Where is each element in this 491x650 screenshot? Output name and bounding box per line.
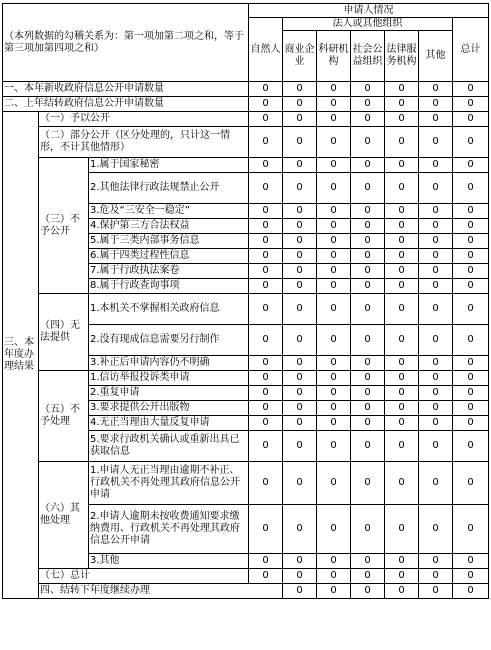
cell-value: 0: [351, 173, 385, 204]
cell-value: 0: [419, 173, 453, 204]
row-label: 2.重复申请: [89, 386, 249, 401]
cell-value: 0: [385, 569, 419, 584]
table-row: [3, 584, 489, 599]
cell-value: 0: [317, 112, 351, 127]
cell-value: 0: [453, 158, 489, 173]
cell-value: 0: [419, 401, 453, 416]
cell-value: 0: [453, 234, 489, 249]
cell-value: 0: [385, 219, 419, 234]
cell-value: 0: [351, 127, 385, 158]
row-label: 1.申请人无正当理由逾期不补正、行政机关不再处理其政府信息公开申请: [89, 462, 249, 505]
header-applicant: 申请人情况: [249, 4, 489, 18]
cell-value: 0: [249, 279, 283, 294]
cell-value: 0: [351, 204, 385, 219]
group-3-label: （三）不予公开: [39, 158, 89, 294]
cell-value: 0: [385, 371, 419, 386]
cell-value: 0: [249, 158, 283, 173]
cell-value: 0: [453, 219, 489, 234]
cell-value: 0: [283, 249, 317, 264]
cell-value: 0: [283, 112, 317, 127]
cell-value: 0: [385, 173, 419, 204]
cell-value: 0: [385, 325, 419, 356]
row-label: 5.要求行政机关确认或重新出具已获取信息: [89, 431, 249, 462]
cell-value: 0: [351, 82, 385, 97]
group-4-label: （四）无法提供: [39, 294, 89, 371]
group-5-label: （五）不予处理: [39, 371, 89, 462]
cell-value: 0: [249, 386, 283, 401]
cell-value: 0: [351, 219, 385, 234]
cell-value: 0: [385, 112, 419, 127]
header-research: 科研机构: [317, 31, 351, 82]
cell-value: 0: [351, 264, 385, 279]
cell-value: 0: [317, 584, 351, 599]
cell-value: 0: [283, 82, 317, 97]
cell-value: 0: [419, 204, 453, 219]
disclosure-statistics-table: [2, 3, 489, 599]
cell-value: 0: [453, 416, 489, 431]
cell-value: 0: [453, 204, 489, 219]
cell-value: 0: [453, 249, 489, 264]
cell-value: 0: [419, 356, 453, 371]
row-label: 四、结转下年度继续办理: [39, 584, 283, 599]
cell-value: 0: [419, 264, 453, 279]
cell-value: 0: [317, 386, 351, 401]
cell-value: 0: [317, 158, 351, 173]
cell-value: 0: [283, 173, 317, 204]
cell-value: 0: [453, 371, 489, 386]
cell-value: 0: [317, 431, 351, 462]
cell-value: 0: [249, 294, 283, 325]
cell-value: 0: [453, 505, 489, 554]
cell-value: 0: [249, 173, 283, 204]
cell-value: 0: [385, 554, 419, 569]
cell-value: 0: [249, 264, 283, 279]
cell-value: 0: [453, 386, 489, 401]
header-total: 总计: [453, 18, 489, 82]
cell-value: 0: [419, 325, 453, 356]
cell-value: 0: [317, 219, 351, 234]
cell-value: 0: [317, 505, 351, 554]
row-label: 2.其他法律行政法规禁止公开: [89, 173, 249, 204]
cell-value: 0: [385, 158, 419, 173]
cell-value: 0: [283, 279, 317, 294]
cell-value: 0: [385, 584, 419, 599]
cell-value: 0: [283, 325, 317, 356]
cell-value: 0: [351, 356, 385, 371]
cell-value: 0: [249, 234, 283, 249]
cell-value: 0: [385, 386, 419, 401]
cell-value: 0: [385, 279, 419, 294]
cell-value: 0: [283, 462, 317, 505]
row-label: 一、本年新收政府信息公开申请数量: [3, 82, 249, 97]
header-legal-service: 法律服务机构: [385, 31, 419, 82]
table-row: [3, 158, 489, 173]
header-social-welfare: 社会公益组织: [351, 31, 385, 82]
cell-value: 0: [385, 234, 419, 249]
cell-value: 0: [249, 249, 283, 264]
cell-value: 0: [419, 371, 453, 386]
cell-value: 0: [385, 82, 419, 97]
cell-value: 0: [283, 127, 317, 158]
cell-value: 0: [419, 97, 453, 112]
cell-value: 0: [283, 401, 317, 416]
cell-value: 0: [385, 249, 419, 264]
row-label: 1.本机关不掌握相关政府信息: [89, 294, 249, 325]
cell-value: 0: [283, 569, 317, 584]
cell-value: 0: [283, 431, 317, 462]
cell-value: 0: [317, 82, 351, 97]
cell-value: 0: [419, 431, 453, 462]
cell-value: 0: [249, 416, 283, 431]
cell-value: 0: [317, 416, 351, 431]
cell-value: 0: [419, 158, 453, 173]
row-label: 二、上年结转政府信息公开申请数量: [3, 97, 249, 112]
cell-value: 0: [453, 431, 489, 462]
row-label: 6.属于四类过程性信息: [89, 249, 249, 264]
cell-value: 0: [453, 554, 489, 569]
cell-value: 0: [249, 356, 283, 371]
row-label: 3.补正后申请内容仍不明确: [89, 356, 249, 371]
cell-value: 0: [351, 158, 385, 173]
cell-value: 0: [283, 584, 317, 599]
table-row: [3, 82, 489, 97]
cell-value: 0: [385, 127, 419, 158]
cell-value: 0: [453, 294, 489, 325]
row-label: （二）部分公开（区分处理的，只计这一情形，不计其他情形）: [39, 127, 249, 158]
row-label: 8.属于行政查询事项: [89, 279, 249, 294]
cell-value: 0: [419, 219, 453, 234]
cell-value: 0: [419, 82, 453, 97]
cell-value: 0: [351, 294, 385, 325]
cell-value: 0: [453, 401, 489, 416]
cell-value: 0: [419, 462, 453, 505]
table-row: [3, 127, 489, 158]
cell-value: 0: [351, 279, 385, 294]
cell-value: 0: [385, 401, 419, 416]
cell-value: 0: [317, 204, 351, 219]
header-note: （本列数据的勾稽关系为：第一项加第二项之和，等于第三项加第四项之和）: [3, 4, 249, 82]
cell-value: 0: [283, 371, 317, 386]
cell-value: 0: [385, 416, 419, 431]
row-label: （七）总计: [39, 569, 249, 584]
cell-value: 0: [283, 505, 317, 554]
cell-value: 0: [385, 264, 419, 279]
cell-value: 0: [351, 431, 385, 462]
cell-value: 0: [249, 401, 283, 416]
cell-value: 0: [283, 97, 317, 112]
cell-value: 0: [351, 386, 385, 401]
cell-value: 0: [249, 82, 283, 97]
cell-value: 0: [419, 554, 453, 569]
header-other: 其他: [419, 31, 453, 82]
cell-value: 0: [351, 371, 385, 386]
cell-value: 0: [419, 416, 453, 431]
row-label: 4.保护第三方合法权益: [89, 219, 249, 234]
cell-value: 0: [419, 127, 453, 158]
cell-value: 0: [249, 431, 283, 462]
cell-value: 0: [283, 204, 317, 219]
cell-value: 0: [283, 264, 317, 279]
row-label: 3.其他: [89, 554, 249, 569]
cell-value: 0: [385, 462, 419, 505]
cell-value: 0: [249, 127, 283, 158]
cell-value: 0: [351, 584, 385, 599]
cell-value: 0: [453, 264, 489, 279]
cell-value: 0: [453, 584, 489, 599]
header-commercial: 商业企业: [283, 31, 317, 82]
cell-value: 0: [351, 554, 385, 569]
cell-value: 0: [351, 569, 385, 584]
cell-value: 0: [419, 386, 453, 401]
cell-value: 0: [283, 386, 317, 401]
cell-value: 0: [317, 264, 351, 279]
header-legal-group: 法人或其他组织: [283, 18, 453, 31]
cell-value: 0: [419, 584, 453, 599]
cell-value: 0: [351, 416, 385, 431]
cell-value: 0: [351, 112, 385, 127]
table-row: [3, 371, 489, 386]
cell-value: 0: [453, 356, 489, 371]
cell-value: 0: [419, 279, 453, 294]
cell-value: 0: [317, 356, 351, 371]
table-row: [3, 112, 489, 127]
cell-value: 0: [419, 112, 453, 127]
cell-value: 0: [317, 325, 351, 356]
cell-value: 0: [453, 462, 489, 505]
row-label: 7.属于行政执法案卷: [89, 264, 249, 279]
cell-value: 0: [453, 569, 489, 584]
cell-value: 0: [419, 249, 453, 264]
cell-value: 0: [283, 416, 317, 431]
row-label: 2.没有现成信息需要另行制作: [89, 325, 249, 356]
cell-value: 0: [249, 204, 283, 219]
cell-value: 0: [317, 127, 351, 158]
row-label: 1.属于国家秘密: [89, 158, 249, 173]
cell-value: 0: [317, 249, 351, 264]
cell-value: 0: [351, 462, 385, 505]
header-natural-person: 自然人: [249, 18, 283, 82]
cell-value: 0: [249, 569, 283, 584]
cell-value: 0: [283, 294, 317, 325]
cell-value: 0: [453, 82, 489, 97]
cell-value: 0: [419, 505, 453, 554]
cell-value: 0: [351, 325, 385, 356]
cell-value: 0: [317, 401, 351, 416]
cell-value: 0: [249, 371, 283, 386]
cell-value: 0: [351, 249, 385, 264]
cell-value: 0: [351, 401, 385, 416]
table-row: [3, 97, 489, 112]
cell-value: 0: [317, 234, 351, 249]
cell-value: 0: [317, 462, 351, 505]
cell-value: 0: [351, 97, 385, 112]
cell-value: 0: [249, 325, 283, 356]
table-row: [3, 462, 489, 505]
cell-value: 0: [453, 173, 489, 204]
table-row: [3, 294, 489, 325]
cell-value: 0: [283, 554, 317, 569]
cell-value: 0: [453, 127, 489, 158]
cell-value: 0: [283, 234, 317, 249]
row-label: 4.无正当理由大量反复申请: [89, 416, 249, 431]
cell-value: 0: [249, 554, 283, 569]
cell-value: 0: [317, 569, 351, 584]
cell-value: 0: [317, 554, 351, 569]
row-label: 3.危及“三安全一稳定”: [89, 204, 249, 219]
section-3-label: 三、本年度办理结果: [3, 112, 39, 599]
cell-value: 0: [283, 158, 317, 173]
cell-value: 0: [283, 356, 317, 371]
cell-value: 0: [419, 234, 453, 249]
cell-value: 0: [419, 294, 453, 325]
cell-value: 0: [385, 505, 419, 554]
cell-value: 0: [453, 279, 489, 294]
row-label: 3.要求提供公开出版物: [89, 401, 249, 416]
cell-value: 0: [453, 112, 489, 127]
cell-value: 0: [249, 505, 283, 554]
cell-value: 0: [419, 569, 453, 584]
cell-value: 0: [317, 371, 351, 386]
cell-value: 0: [351, 505, 385, 554]
cell-value: 0: [317, 294, 351, 325]
cell-value: 0: [317, 173, 351, 204]
row-label: 1.信访举报投诉类申请: [89, 371, 249, 386]
cell-value: 0: [249, 112, 283, 127]
cell-value: 0: [385, 356, 419, 371]
row-label: 2.申请人逾期未按收费通知要求缴纳费用、行政机关不再处理其政府信息公开申请: [89, 505, 249, 554]
table-row: [3, 569, 489, 584]
cell-value: 0: [249, 97, 283, 112]
group-6-label: （六）其他处理: [39, 462, 89, 569]
cell-value: 0: [249, 219, 283, 234]
row-label: 5.属于三类内部事务信息: [89, 234, 249, 249]
cell-value: 0: [283, 219, 317, 234]
cell-value: 0: [385, 97, 419, 112]
cell-value: 0: [385, 294, 419, 325]
cell-value: 0: [385, 204, 419, 219]
row-label: （一）予以公开: [39, 112, 249, 127]
cell-value: 0: [317, 97, 351, 112]
cell-value: 0: [453, 97, 489, 112]
cell-value: 0: [317, 279, 351, 294]
cell-value: 0: [249, 462, 283, 505]
cell-value: 0: [453, 325, 489, 356]
cell-value: 0: [385, 431, 419, 462]
cell-value: 0: [351, 234, 385, 249]
